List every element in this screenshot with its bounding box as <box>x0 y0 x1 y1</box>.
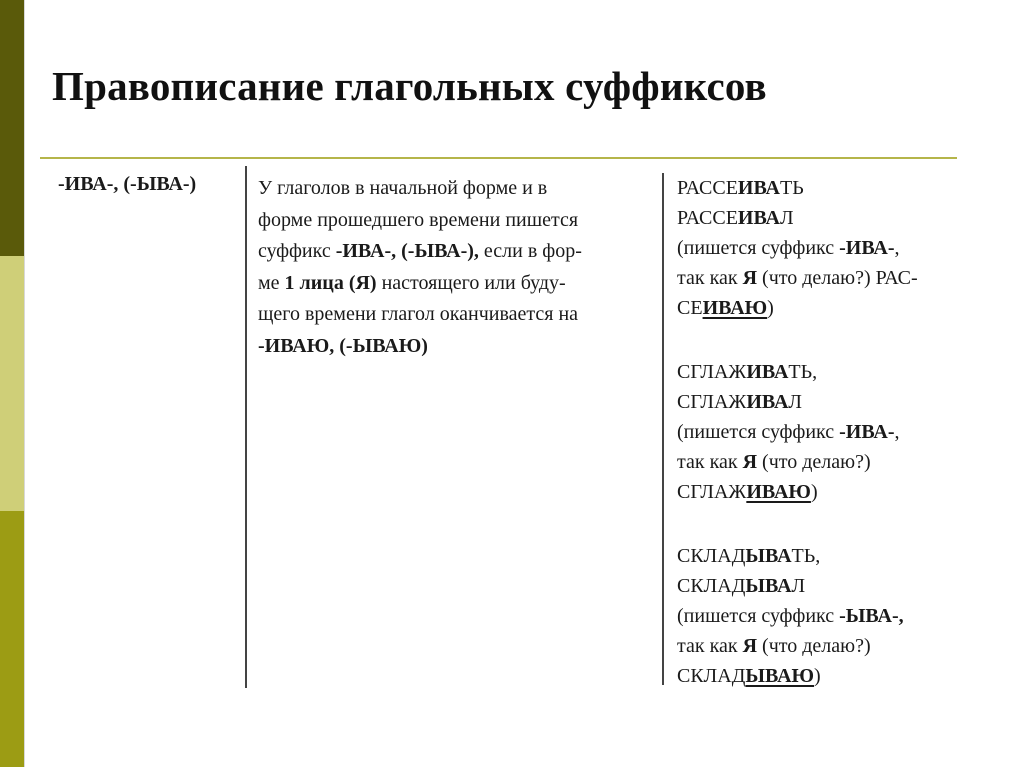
example-note: (пишется суффикс -ИВА-, <box>677 421 900 443</box>
example-infinitive: СКЛАДЫВАТЬ, <box>677 545 821 567</box>
suffix-label: -ИВА-, (-ЫВА-) <box>58 173 197 195</box>
rule-column <box>258 173 658 362</box>
example-first-person: СЕИВАЮ) <box>677 297 774 319</box>
example-past: РАССЕИВАЛ <box>677 207 794 229</box>
example-block <box>677 541 977 691</box>
rule-text: если в фор- <box>478 240 582 262</box>
title-rule <box>40 157 957 159</box>
rule-bold-suffix: -ИВА-, (-ЫВА-), <box>335 240 479 262</box>
example-first-person: СКЛАДЫВАЮ) <box>677 665 821 687</box>
example-first-person: СГЛАЖИВАЮ) <box>677 481 818 503</box>
example-note: (пишется суффикс -ЫВА-, <box>677 605 904 627</box>
rule-line <box>258 331 658 363</box>
column-divider-right <box>662 173 664 685</box>
sidebar-band-top <box>0 0 24 256</box>
decorative-sidebar <box>0 0 24 767</box>
example-infinitive: РАССЕИВАТЬ <box>677 177 804 199</box>
rule-line: У глаголов в начальной форме и в <box>258 177 548 199</box>
rule-text: ме <box>258 271 285 294</box>
example-question: так как Я (что делаю?) <box>677 635 871 657</box>
suffix-column <box>58 173 196 196</box>
sidebar-band-bottom <box>0 511 24 767</box>
example-question: так как Я (что делаю?) РАС- <box>677 267 918 289</box>
sidebar-band-middle <box>0 256 24 511</box>
rule-line: форме прошедшего времени пишется <box>258 208 579 231</box>
example-question: так как Я (что делаю?) <box>677 451 871 473</box>
rule-line: щего времени глагол оканчивается на <box>258 303 579 325</box>
slide-title: Правописание глагольных суффиксов <box>52 63 767 109</box>
rule-bold-ending: -ИВАЮ, (-ЫВАЮ) <box>258 334 428 357</box>
rule-text: суффикс <box>258 240 336 262</box>
example-block <box>677 173 977 323</box>
rule-line <box>258 236 658 268</box>
example-past: СГЛАЖИВАЛ <box>677 391 802 413</box>
rule-line <box>258 268 658 300</box>
rule-bold-person: 1 лица (Я) <box>284 271 377 294</box>
sidebar-edge <box>24 0 25 767</box>
example-infinitive: СГЛАЖИВАТЬ, <box>677 361 818 383</box>
rule-text: настоящего или буду- <box>376 271 566 294</box>
column-divider-left <box>245 166 247 688</box>
example-block <box>677 357 977 507</box>
examples-column <box>677 173 977 725</box>
example-note: (пишется суффикс -ИВА-, <box>677 237 900 259</box>
example-past: СКЛАДЫВАЛ <box>677 575 806 597</box>
